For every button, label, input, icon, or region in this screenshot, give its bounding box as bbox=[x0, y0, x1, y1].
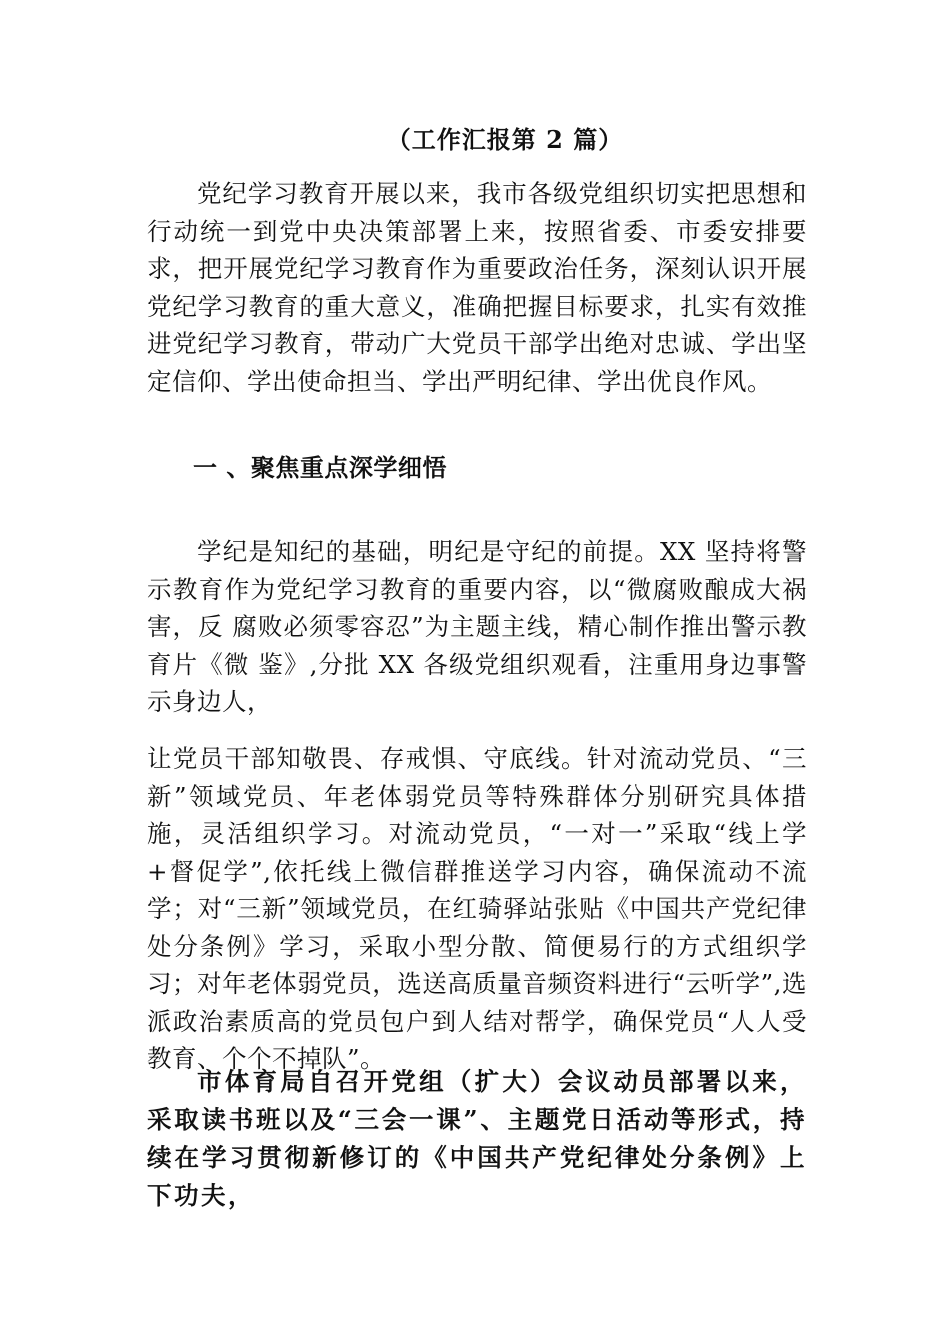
document-title: （工作汇报第 2 篇） bbox=[386, 125, 624, 154]
section-paragraph-1: 学纪是知纪的基础，明纪是守纪的前提。XX 坚持将警示教育作为党纪学习教育的重要内容，以“微腐败酿成大祸害，反 腐败必须零容忍”为主题主线，精心制作推出警示教育片《微 鉴》,分批 XX 各级党组织观看，注重用身边事警示身边人， bbox=[147, 537, 807, 716]
section-heading: 一 、聚焦重点深学细悟 bbox=[193, 454, 447, 482]
section-paragraph-2: 让党员干部知敬畏、存戒惧、守底线。针对流动党员、“三新”领域党员、年老体弱党员等特殊群体分别研究具体措施，灵活组织学习。对流动党员，“一对一”采取“线上学+督促学”,依托线上微信群推送学习内容，确保流动不流学；对“三新”领域党员，在红骑驿站张贴《中国共产党纪律处分条例》学习，采取小型分散、简便易行的方式组织学习；对年老体弱党员，选送高质量音频资料进行“云听学”,选派政治素质高的党员包户到人结对帮学，确保党员“人人受教育、个个不掉队”。 bbox=[147, 744, 807, 1073]
intro-paragraph: 党纪学习教育开展以来，我市各级党组织切实把思想和行动统一到党中央决策部署上来，按照省委、市委安排要求，把开展党纪学习教育作为重要政治任务，深刻认识开展党纪学习教育的重大意义，准确把握目标要求，扎实有效推进党纪学习教育，带动广大党员干部学出绝对忠诚、学出坚定信仰、学出使命担当、学出严明纪律、学出优良作风。 bbox=[147, 179, 807, 396]
section-paragraph-3: 市体育局自召开党组（扩大）会议动员部署以来，采取读书班以及“三会一课”、主题党日活动等形式，持续在学习贯彻新修订的《中国共产党纪律处分条例》上下功夫， bbox=[147, 1067, 807, 1210]
